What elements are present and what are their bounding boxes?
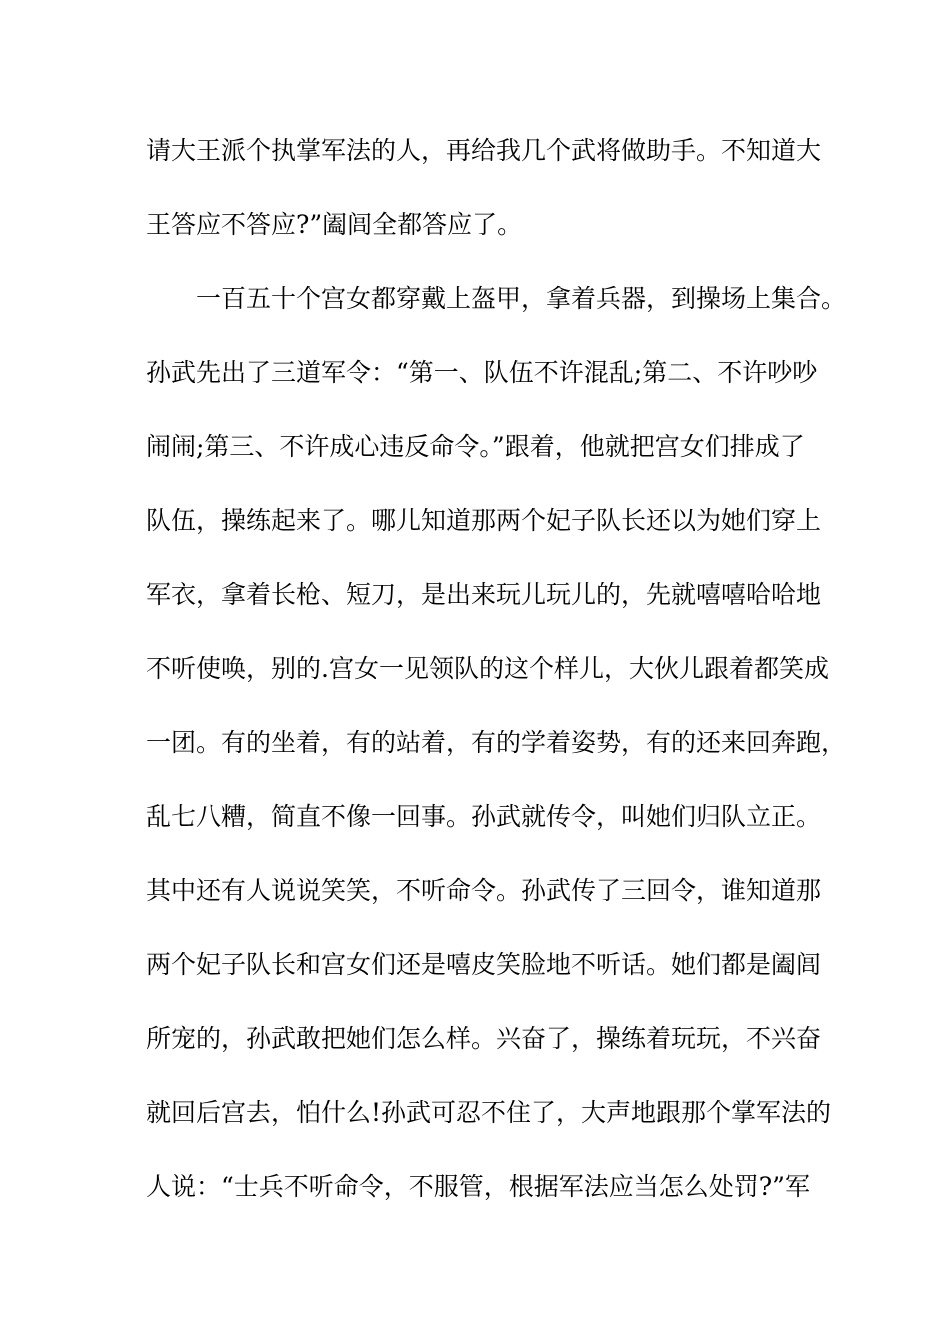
paragraph-start-line: 一百五十个宫女都穿戴上盔甲，拿着兵器，到操场上集合。 — [196, 284, 847, 313]
text-line: 请大王派个执掌军法的人，再给我几个武将做助手。不知道大 — [146, 136, 822, 165]
text-line: 乱七八糟，简直不像一回事。孙武就传令，叫她们归队立正。 — [146, 802, 822, 831]
text-line: 队伍，操练起来了。哪儿知道那两个妃子队长还以为她们穿上 — [146, 506, 822, 535]
text-line: 两个妃子队长和宫女们还是嘻皮笑脸地不听话。她们都是阖闾 — [146, 950, 822, 979]
text-line: 孙武先出了三道军令：“第一、队伍不许混乱;第二、不许吵吵 — [146, 358, 818, 387]
text-line: 军衣，拿着长枪、短刀，是出来玩儿玩儿的，先就嘻嘻哈哈地 — [146, 580, 822, 609]
text-line: 不听使唤，别的.宫女一见领队的这个样儿，大伙儿跟着都笑成 — [146, 654, 829, 683]
text-line: 人说：“士兵不听命令，不服管，根据军法应当怎么处罚?”军 — [146, 1172, 810, 1201]
text-line: 一团。有的坐着，有的站着，有的学着姿势，有的还来回奔跑， — [146, 728, 847, 757]
text-line: 其中还有人说说笑笑，不听命令。孙武传了三回令，谁知道那 — [146, 876, 822, 905]
body-text — [146, 127, 846, 1237]
text-line: 闹闹;第三、不许成心违反命令。”跟着，他就把宫女们排成了 — [146, 432, 805, 461]
text-line: 王答应不答应?”阖闾全都答应了。 — [146, 210, 523, 239]
text-line: 所宠的，孙武敢把她们怎么样。兴奋了，操练着玩玩，不兴奋 — [146, 1024, 822, 1053]
text-line: 就回后宫去，怕什么!孙武可忍不住了，大声地跟那个掌军法的 — [146, 1098, 832, 1127]
